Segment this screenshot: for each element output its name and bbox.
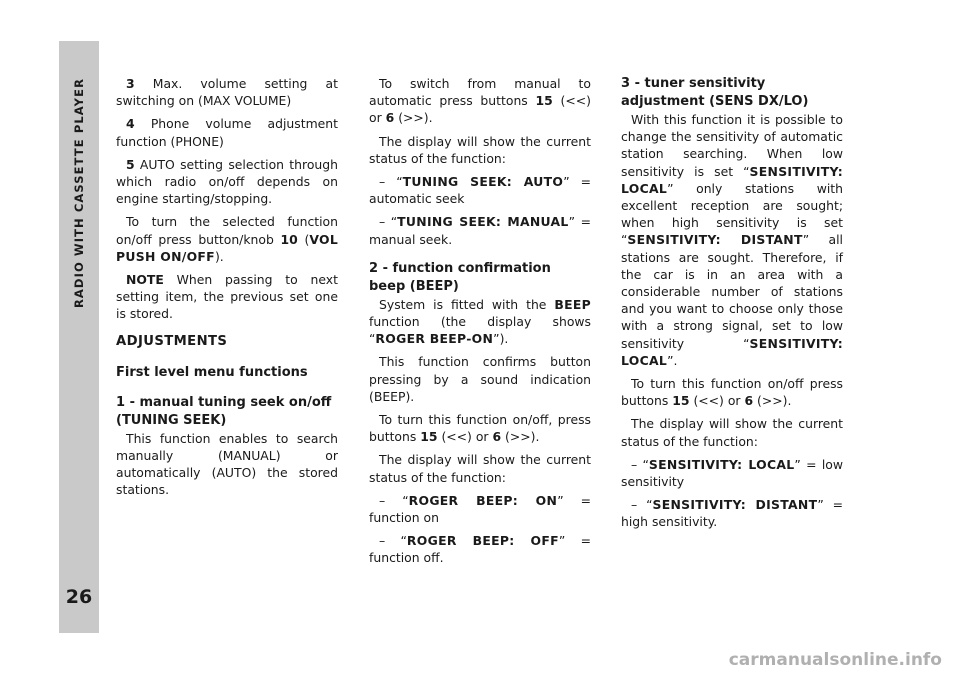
beep-confirms-paragraph: This function confirms button pressing by a sound indication (BEEP). xyxy=(369,354,591,404)
adjustments-heading: ADJUSTMENTS xyxy=(116,333,228,349)
watermark: carmanualsonline.info xyxy=(728,650,942,670)
column-1 xyxy=(116,75,338,505)
option-beep-on: – “ROGER BEEP: ON” = function on xyxy=(369,492,592,526)
display-status-paragraph-3: The display will show the current status of the function: xyxy=(621,416,843,449)
item-5: 5 AUTO setting selection through which radio on/off depends on engine starting/stopping. xyxy=(116,156,338,207)
turn-beep-paragraph: To turn this function on/off, press buttons 15 (<<) or 6 (>>). xyxy=(369,412,591,445)
section-1-heading: 1 - manual tuning seek on/off (TUNING SEEK) xyxy=(116,394,332,428)
sensitivity-paragraph: With this function it is possible to change the sensitivity of automatic station searching. When low sensitivity is set “SENSITIVITY: LOCAL” only stations with excellent reception are sought; when high sensitivity is set “SENSITIVITY: DISTANT” all stations are sought. Therefore, if the car is in an area with a considerable number of stations and you want to choose only those with a strong signal, set to low sensitivity “SENSITIVITY: LOCAL”. xyxy=(621,112,843,368)
item-4: 4 Phone volume adjustment function (PHONE) xyxy=(116,116,338,149)
section-3-heading: 3 - tuner sensitivity adjustment (SENS DX/LO) xyxy=(621,76,809,109)
page-number: 26 xyxy=(65,586,93,608)
option-sensitivity-distant: – “SENSITIVITY: DISTANT” = high sensitivity. xyxy=(621,497,844,530)
beep-fitted-paragraph: System is fitted with the BEEP function (the display shows “ROGER BEEP-ON”). xyxy=(369,296,591,347)
display-status-paragraph: The display will show the current status of the function: xyxy=(369,133,591,166)
display-status-paragraph-2: The display will show the current status of the function: xyxy=(369,452,591,485)
option-manual: – “TUNING SEEK: MANUAL” = manual seek. xyxy=(369,214,591,247)
chapter-title xyxy=(59,72,99,314)
toggle-paragraph: To turn the selected function on/off press button/knob 10 (VOL PUSH ON/OFF). xyxy=(116,214,339,264)
turn-sensitivity-paragraph: To turn this function on/off press buttons 15 (<<) or 6 (>>). xyxy=(621,376,843,409)
item-3: 3 Max. volume setting at switching on (MAX VOLUME) xyxy=(116,76,338,109)
switch-paragraph: To switch from manual to automatic press buttons 15 (<<) or 6 (>>). xyxy=(369,76,591,126)
section-1-text: This function enables to search manually (MANUAL) or automatically (AUTO) the stored stations. xyxy=(116,430,338,498)
first-level-heading: First level menu functions xyxy=(116,364,308,380)
option-auto: – “TUNING SEEK: AUTO” = automatic seek xyxy=(369,174,591,207)
chapter-title-text: RADIO WITH CASSETTE PLAYER xyxy=(72,77,87,309)
column-3 xyxy=(621,75,843,537)
option-sensitivity-local: – “SENSITIVITY: LOCAL” = low sensitivity xyxy=(621,456,843,490)
note-paragraph: NOTE When passing to next setting item, the previous set one is stored. xyxy=(116,272,338,322)
section-2-heading: 2 - function confirmation beep (BEEP) xyxy=(369,260,551,294)
column-2 xyxy=(369,75,591,573)
option-beep-off: – “ROGER BEEP: OFF” = function off. xyxy=(369,533,591,566)
